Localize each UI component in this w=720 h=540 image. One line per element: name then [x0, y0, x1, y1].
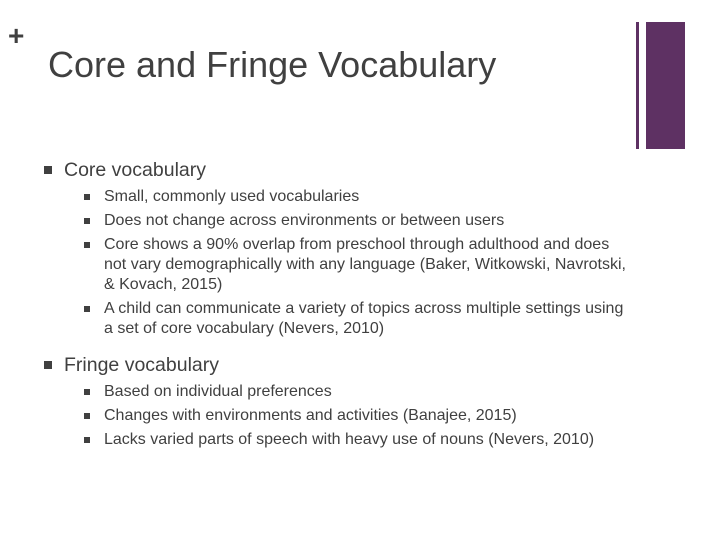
- square-bullet-icon: [84, 242, 90, 248]
- list-item: [64, 382, 634, 402]
- list-item: [64, 299, 634, 339]
- list-item: [64, 187, 634, 207]
- square-bullet-icon: [84, 306, 90, 312]
- accent-bar-thick: [646, 22, 685, 149]
- slide-content: [44, 158, 634, 450]
- section-core: [44, 158, 634, 339]
- square-bullet-icon: [84, 194, 90, 200]
- section-heading: Core vocabulary: [64, 159, 206, 181]
- list-item-text: Based on individual preferences: [104, 383, 332, 400]
- sub-list: [64, 187, 634, 339]
- list-item-text: Lacks varied parts of speech with heavy use of nouns (Nevers, 2010): [104, 431, 595, 448]
- list-item: [64, 235, 634, 295]
- square-bullet-icon: [44, 166, 52, 174]
- list-item: [64, 211, 634, 231]
- list-item: [64, 406, 634, 426]
- plus-mark: +: [8, 20, 25, 51]
- list-item-text: Core shows a 90% overlap from preschool through adulthood and does not vary demographically with any language (Baker, Witkowski, Navrotski, & Kovach, 2015): [104, 236, 626, 293]
- list-item-text: Changes with environments and activities (Banajee, 2015): [104, 407, 517, 424]
- square-bullet-icon: [84, 218, 90, 224]
- section-heading: Fringe vocabulary: [64, 354, 219, 376]
- square-bullet-icon: [44, 361, 52, 369]
- list-item-text: Small, commonly used vocabularies: [104, 188, 360, 205]
- list-item-text: A child can communicate a variety of topics across multiple settings using a set of core vocabulary (Nevers, 2010): [104, 300, 624, 337]
- section-fringe: [44, 353, 634, 450]
- square-bullet-icon: [84, 389, 90, 395]
- square-bullet-icon: [84, 437, 90, 443]
- list-item-text: Does not change across environments or between users: [104, 212, 505, 229]
- list-item: [64, 430, 634, 450]
- accent-bar-thin: [636, 22, 639, 149]
- slide-title: Core and Fringe Vocabulary: [48, 44, 497, 85]
- square-bullet-icon: [84, 413, 90, 419]
- sub-list: [64, 382, 634, 450]
